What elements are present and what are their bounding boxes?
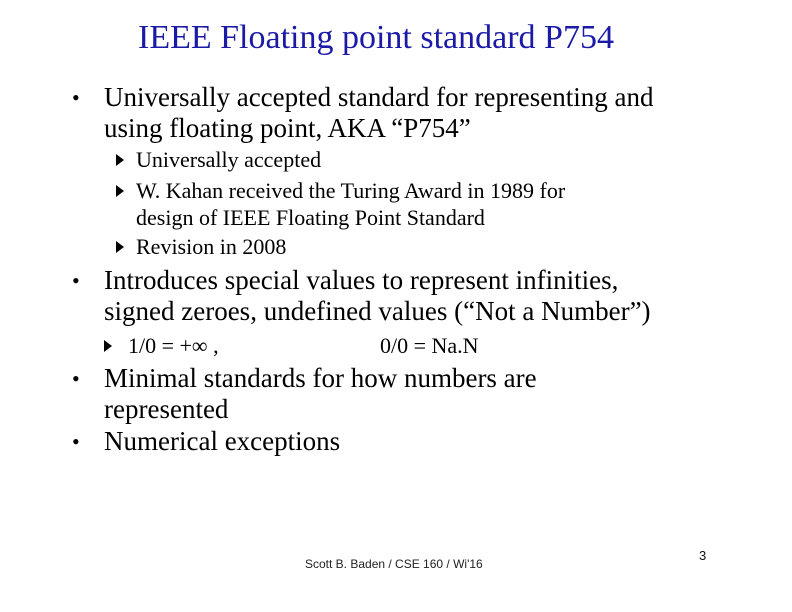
nan-expression: 0/0 = Na.N bbox=[380, 333, 479, 358]
bullet-3-text bbox=[104, 363, 754, 425]
bullet-dot: • bbox=[72, 268, 80, 293]
bullet-1-line1: Universally accepted standard for representing and bbox=[104, 82, 654, 112]
slide-footer: Scott B. Baden / CSE 160 / Wi'16 bbox=[305, 557, 483, 571]
bullet-dot: • bbox=[72, 85, 80, 110]
arrow-bullet-icon bbox=[116, 185, 124, 197]
bullet-2-text bbox=[104, 265, 754, 327]
sub-bullet-1-2-line1: W. Kahan received the Turing Award in 1989 for bbox=[136, 178, 566, 203]
arrow-bullet-icon bbox=[116, 154, 124, 166]
bullet-dot: • bbox=[72, 429, 80, 454]
bullet-3-line2: represented bbox=[104, 394, 229, 424]
bullet-1-text bbox=[104, 82, 754, 144]
bullet-3-line1: Minimal standards for how numbers are bbox=[104, 363, 537, 393]
sub-bullet-1-2-line2: design of IEEE Floating Point Standard bbox=[136, 205, 485, 230]
bullet-2-line1: Introduces special values to represent infinities, bbox=[104, 265, 619, 295]
sub-bullet-2-1-text: 1/0 = +∞ , bbox=[128, 333, 219, 358]
bullet-dot: • bbox=[72, 366, 80, 391]
arrow-bullet-icon bbox=[116, 241, 124, 253]
slide-title: IEEE Floating point standard P754 bbox=[138, 19, 614, 56]
page-number: 3 bbox=[699, 548, 707, 563]
bullet-1-line2: using floating point, AKA “P754” bbox=[104, 113, 471, 143]
bullet-2-line2: signed zeroes, undefined values (“Not a Number”) bbox=[104, 296, 651, 326]
bullet-4-text: Numerical exceptions bbox=[104, 426, 341, 456]
sub-bullet-1-3-text: Revision in 2008 bbox=[136, 234, 287, 259]
sub-bullet-1-1-text: Universally accepted bbox=[136, 147, 322, 172]
arrow-bullet-icon bbox=[104, 340, 112, 352]
sub-bullet-1-2-text bbox=[136, 177, 696, 231]
